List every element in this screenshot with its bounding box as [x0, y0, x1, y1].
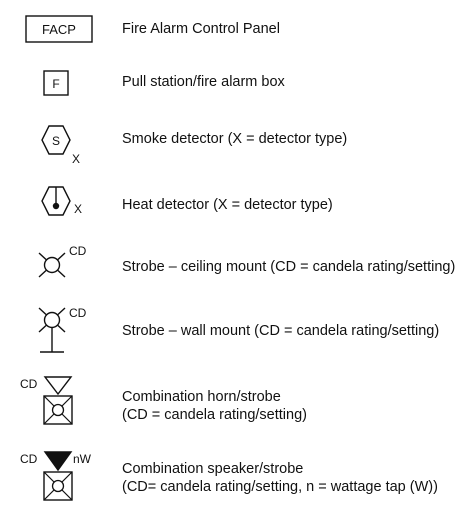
horn-strobe-icon [0, 366, 110, 442]
speaker-strobe-label-right: nW [73, 452, 91, 466]
horn-strobe-description-line1: Combination horn/strobe [122, 389, 281, 405]
speaker-strobe-description-line1: Combination speaker/strobe [122, 461, 304, 477]
pull-station-description: Pull station/fire alarm box [122, 74, 285, 90]
heat-detector-subscript: X [74, 202, 83, 216]
speaker-strobe-label-left: CD [20, 452, 38, 466]
heat-detector-description: Heat detector (X = detector type) [122, 197, 333, 213]
horn-strobe-description-line2: (CD = candela rating/setting) [122, 407, 307, 423]
smoke-detector-description: Smoke detector (X = detector type) [122, 131, 348, 147]
speaker-strobe-description-line2: (CD= candela rating/setting, n = wattage tap (W)) [122, 479, 438, 495]
smoke-detector-subscript: X [72, 152, 81, 166]
legend-row-horn-strobe [0, 366, 474, 442]
pull-station-symbol-text: F [52, 77, 60, 91]
strobe-wall-label: CD [69, 306, 87, 320]
hexagon-s-icon [0, 110, 110, 172]
legend-row-speaker-strobe [0, 442, 474, 531]
strobe-wall-icon [0, 300, 110, 366]
strobe-wall-description: Strobe – wall mount (CD = candela rating/setting) [122, 323, 440, 339]
legend-row-strobe-wall [0, 300, 474, 366]
speaker-strobe-icon [0, 442, 110, 531]
pull-station-box-icon [0, 60, 110, 110]
smoke-detector-symbol-text: S [51, 134, 61, 148]
horn-strobe-label: CD [20, 377, 38, 391]
facp-box-icon [0, 0, 110, 60]
legend-row-facp [0, 0, 474, 60]
legend-row-heat-detector [0, 172, 474, 236]
strobe-ceiling-icon [0, 236, 110, 300]
horn-strobe-description [122, 388, 307, 424]
legend-row-smoke-detector [0, 110, 474, 172]
legend-row-pull-station [0, 60, 474, 110]
speaker-strobe-description [122, 460, 438, 496]
strobe-ceiling-description: Strobe – ceiling mount (CD = candela rating/setting) [122, 259, 456, 275]
facp-description: Fire Alarm Control Panel [122, 21, 280, 37]
strobe-ceiling-label: CD [69, 244, 87, 258]
facp-symbol-text: FACP [42, 22, 76, 37]
legend-row-strobe-ceiling [0, 236, 474, 300]
hexagon-dot-icon [0, 172, 110, 236]
